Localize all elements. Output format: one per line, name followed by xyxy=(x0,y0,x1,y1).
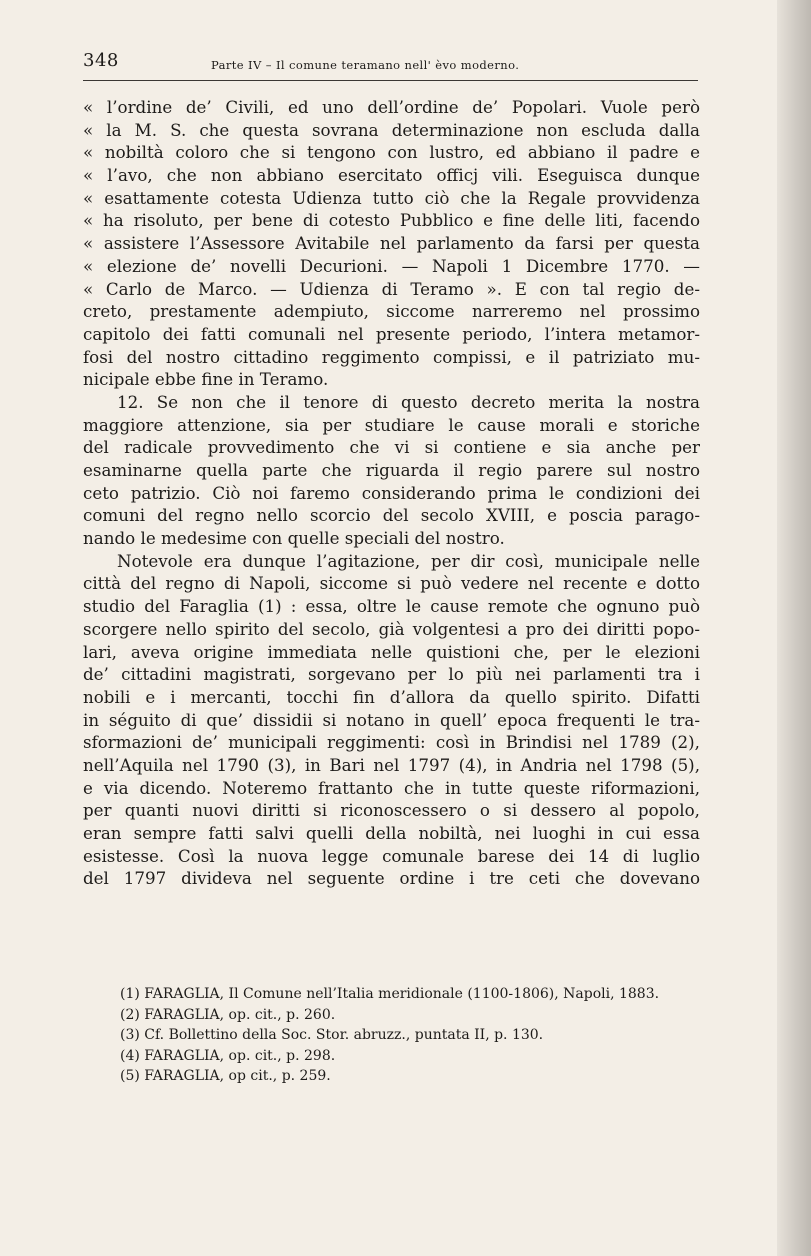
text-line: nobili e i mercanti, tocchi fin d’allora da quello spirito. Difatti xyxy=(83,686,700,707)
header-rule xyxy=(83,80,698,81)
text-line: maggiore attenzione, sia per studiare le cause morali e storiche xyxy=(83,414,700,435)
text-line: « assistere l’Assessore Avitabile nel parlamento da farsi per questa xyxy=(83,233,700,254)
text-line: scorgere nello spirito del secolo, già volgentesi a pro dei diritti popo- xyxy=(83,618,700,639)
text-line: « Carlo de Marco. — Udienza di Teramo ». E con tal regio de- xyxy=(83,278,700,299)
text-line: creto, prestamente adempiuto, siccome narreremo nel prossimo xyxy=(83,301,700,322)
footnote: (2) FARAGLIA, op. cit., p. 260. xyxy=(120,1006,336,1023)
text-line: nicipale ebbe fine in Teramo. xyxy=(83,369,329,390)
text-line: nando le medesime con quelle speciali del nostro. xyxy=(83,528,505,549)
text-line: per quanti nuovi diritti si riconoscessero o si dessero al popolo, xyxy=(83,800,700,821)
page-number: 348 xyxy=(83,50,119,71)
text-line: del 1797 divideva nel seguente ordine i tre ceti che dovevano xyxy=(83,868,700,889)
text-line: del radicale provvedimento che vi si contiene e sia anche per xyxy=(83,437,700,458)
text-line: Notevole era dunque l’agitazione, per dir così, municipale nelle xyxy=(117,550,700,571)
text-line: studio del Faraglia (1) : essa, oltre le cause remote che ognuno può xyxy=(83,596,700,617)
page-header xyxy=(83,46,698,76)
text-line: in séguito di que’ dissidii si notano in quell’ epoca frequenti le tra- xyxy=(83,709,700,730)
footnote: (5) FARAGLIA, op cit., p. 259. xyxy=(120,1068,331,1084)
text-line: lari, aveva origine immediata nelle quistioni che, per le elezioni xyxy=(83,641,700,662)
page-edge-shadow xyxy=(777,0,811,1256)
text-line: comuni del regno nello scorcio del secolo XVIII, e poscia parago- xyxy=(83,505,700,526)
text-line: città del regno di Napoli, siccome si può vedere nel recente e dotto xyxy=(83,573,700,594)
text-line: « nobiltà coloro che si tengono con lustro, ed abbiano il padre e xyxy=(83,142,700,163)
text-line: 12. Se non che il tenore di questo decreto merita la nostra xyxy=(117,391,700,412)
text-line: « la M. S. che questa sovrana determinazione non escluda dalla xyxy=(83,119,700,140)
text-line: e via dicendo. Noteremo frattanto che in tutte queste riformazioni, xyxy=(83,777,700,798)
running-head: Parte IV – Il comune teramano nell' èvo moderno. xyxy=(211,58,520,72)
text-line: esaminarne quella parte che riguarda il regio parere sul nostro xyxy=(83,460,700,480)
footnote: (3) Cf. Bollettino della Soc. Stor. abruzz., puntata II, p. 130. xyxy=(120,1027,544,1043)
text-line: « l’ordine de’ Civili, ed uno dell’ordine de’ Popolari. Vuole però xyxy=(83,97,700,117)
footnote: (4) FARAGLIA, op. cit., p. 298. xyxy=(120,1047,336,1064)
body-text xyxy=(83,96,700,890)
text-line: esistesse. Così la nuova legge comunale barese dei 14 di luglio xyxy=(83,845,700,866)
text-line: eran sempre fatti salvi quelli della nobiltà, nei luoghi in cui essa xyxy=(83,823,700,843)
text-line: ceto patrizio. Ciò noi faremo considerando prima le condizioni dei xyxy=(83,482,700,503)
text-line: « elezione de’ novelli Decurioni. — Napoli 1 Dicembre 1770. — xyxy=(83,255,700,276)
text-line: sformazioni de’ municipali reggimenti: così in Brindisi nel 1789 (2), xyxy=(83,732,700,753)
text-line: « esattamente cotesta Udienza tutto ciò che la Regale provvidenza xyxy=(83,187,700,208)
text-line: « l’avo, che non abbiano esercitato officj vili. Eseguisca dunque xyxy=(83,165,700,186)
text-line: de’ cittadini magistrati, sorgevano per lo più nei parlamenti tra i xyxy=(83,664,700,685)
footnotes xyxy=(120,984,710,1087)
text-line: capitolo dei fatti comunali nel presente periodo, l’intera metamor- xyxy=(83,323,700,344)
text-line: nell’Aquila nel 1790 (3), in Bari nel 1797 (4), in Andria nel 1798 (5), xyxy=(83,754,700,775)
text-line: « ha risoluto, per bene di cotesto Pubblico e fine delle liti, facendo xyxy=(83,210,700,231)
text-line: fosi del nostro cittadino reggimento compissi, e il patriziato mu- xyxy=(83,346,700,367)
footnote: (1) FARAGLIA, Il Comune nell’Italia meridionale (1100-1806), Napoli, 1883. xyxy=(120,986,660,1002)
